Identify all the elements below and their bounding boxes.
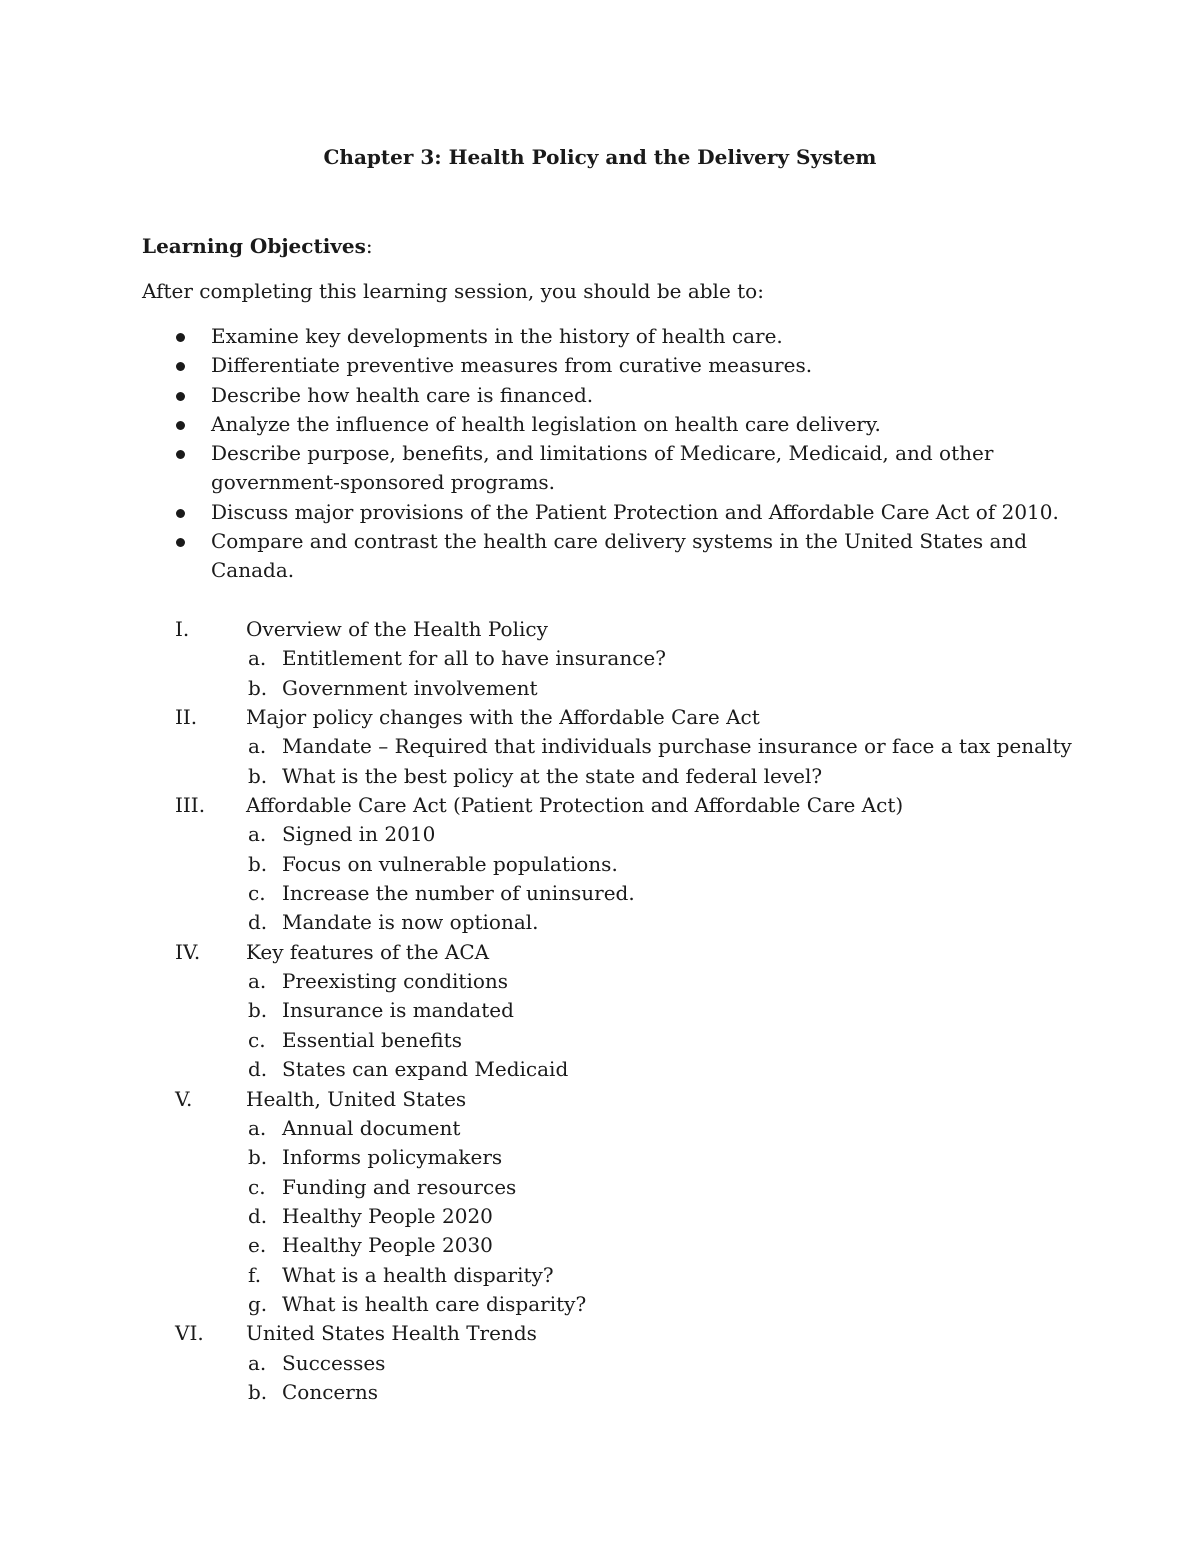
outline-numeral: II. xyxy=(175,705,198,730)
outline-letter: d. xyxy=(248,1203,268,1228)
outline-subitem xyxy=(175,674,1075,703)
outline-subitem-text: Essential benefits xyxy=(282,1027,462,1052)
objective-item xyxy=(142,351,1062,380)
outline-letter: d. xyxy=(248,910,268,935)
outline-letter: b. xyxy=(248,1145,268,1170)
outline-subitem xyxy=(175,1026,1075,1055)
outline-section xyxy=(175,1319,1075,1348)
outline-section xyxy=(175,1085,1075,1114)
outline-subitem-text: Mandate – Required that individuals purchase insurance or face a tax penalty xyxy=(282,734,1072,759)
outline-letter: b. xyxy=(248,998,268,1023)
outline-subitem-text: What is the best policy at the state and federal level? xyxy=(282,763,823,788)
outline-letter: b. xyxy=(248,1379,268,1404)
outline-subitem xyxy=(175,1055,1075,1084)
outline-subitem xyxy=(175,1349,1075,1378)
objective-text: Analyze the influence of health legislation on health care delivery. xyxy=(211,411,881,436)
outline-subitem xyxy=(175,1231,1075,1260)
outline-letter: b. xyxy=(248,675,268,700)
outline-subitem xyxy=(175,1261,1075,1290)
bullet-icon xyxy=(176,421,185,430)
page-title: Chapter 3: Health Policy and the Delivery System xyxy=(323,145,877,169)
outline-subitem xyxy=(175,1290,1075,1319)
outline-numeral: III. xyxy=(175,793,206,818)
outline-subitem xyxy=(175,820,1075,849)
outline-subitem xyxy=(175,1114,1075,1143)
objectives-list xyxy=(142,322,1062,586)
outline-subitem xyxy=(175,762,1075,791)
outline-letter: a. xyxy=(248,1115,267,1140)
outline-section-title: Key features of the ACA xyxy=(246,939,490,964)
objectives-heading-text: Learning Objectives xyxy=(142,234,366,258)
objective-text: Compare and contrast the health care delivery systems in the United States and Canada. xyxy=(211,529,1028,583)
outline-letter: a. xyxy=(248,646,267,671)
objective-item xyxy=(142,439,1062,498)
outline-letter: c. xyxy=(248,881,266,906)
outline-letter: a. xyxy=(248,734,267,759)
outline-section-title: Affordable Care Act (Patient Protection and Affordable Care Act) xyxy=(246,793,904,818)
outline-subitem xyxy=(175,908,1075,937)
outline-section-title: Major policy changes with the Affordable Care Act xyxy=(246,705,760,730)
chapter-outline xyxy=(175,615,1075,1407)
objective-item xyxy=(142,322,1062,351)
objective-item xyxy=(142,527,1062,586)
outline-subitem-text: Entitlement for all to have insurance? xyxy=(282,646,666,671)
bullet-icon xyxy=(176,450,185,459)
outline-numeral: VI. xyxy=(175,1321,204,1346)
objectives-intro: After completing this learning session, you should be able to: xyxy=(142,279,764,303)
outline-letter: e. xyxy=(248,1233,267,1258)
outline-subitem xyxy=(175,1143,1075,1172)
outline-letter: g. xyxy=(248,1291,268,1316)
outline-subitem-text: Increase the number of uninsured. xyxy=(282,881,635,906)
outline-subitem-text: Annual document xyxy=(282,1115,461,1140)
outline-subitem xyxy=(175,879,1075,908)
bullet-icon xyxy=(176,538,185,547)
outline-letter: b. xyxy=(248,763,268,788)
outline-letter: c. xyxy=(248,1174,266,1199)
outline-numeral: IV. xyxy=(175,939,201,964)
outline-letter: f. xyxy=(248,1262,262,1287)
outline-section xyxy=(175,703,1075,732)
outline-section xyxy=(175,791,1075,820)
outline-section-title: Health, United States xyxy=(246,1086,467,1111)
outline-subitem-text: Informs policymakers xyxy=(282,1145,503,1170)
outline-letter: a. xyxy=(248,1350,267,1375)
outline-subitem-text: Signed in 2010 xyxy=(282,822,436,847)
objective-text: Discuss major provisions of the Patient Protection and Affordable Care Act of 2010. xyxy=(211,499,1059,524)
outline-section-title: United States Health Trends xyxy=(246,1321,537,1346)
outline-subitem-text: Concerns xyxy=(282,1379,378,1404)
outline-section xyxy=(175,938,1075,967)
outline-subitem-text: What is health care disparity? xyxy=(282,1291,587,1316)
objectives-heading xyxy=(142,232,373,260)
outline-subitem-text: Insurance is mandated xyxy=(282,998,514,1023)
outline-subitem xyxy=(175,1173,1075,1202)
bullet-icon xyxy=(176,392,185,401)
outline-letter: a. xyxy=(248,822,267,847)
outline-subitem xyxy=(175,1378,1075,1407)
outline-numeral: I. xyxy=(175,617,190,641)
outline-subitem-text: Successes xyxy=(282,1350,386,1375)
bullet-icon xyxy=(176,333,185,342)
outline-subitem xyxy=(175,1202,1075,1231)
outline-section xyxy=(175,615,1075,644)
objective-text: Describe how health care is financed. xyxy=(211,382,594,407)
objective-text: Examine key developments in the history of health care. xyxy=(211,324,783,348)
outline-letter: d. xyxy=(248,1057,268,1082)
outline-letter: a. xyxy=(248,969,267,994)
bullet-icon xyxy=(176,362,185,371)
objective-item xyxy=(142,498,1062,527)
outline-subitem-text: Healthy People 2020 xyxy=(282,1203,493,1228)
objectives-heading-colon: : xyxy=(365,234,373,258)
outline-subitem xyxy=(175,850,1075,879)
outline-subitem-text: Healthy People 2030 xyxy=(282,1233,493,1258)
objective-text: Describe purpose, benefits, and limitations of Medicare, Medicaid, and other government-sponsored programs. xyxy=(211,441,994,495)
outline-subitem xyxy=(175,732,1075,761)
outline-subitem-text: What is a health disparity? xyxy=(282,1262,554,1287)
outline-letter: c. xyxy=(248,1027,266,1052)
outline-letter: b. xyxy=(248,851,268,876)
outline-numeral: V. xyxy=(175,1086,193,1111)
outline-section-title: Overview of the Health Policy xyxy=(246,617,548,641)
outline-subitem-text: Mandate is now optional. xyxy=(282,910,539,935)
outline-subitem-text: Funding and resources xyxy=(282,1174,517,1199)
outline-subitem xyxy=(175,967,1075,996)
outline-subitem-text: Preexisting conditions xyxy=(282,969,509,994)
bullet-icon xyxy=(176,509,185,518)
objective-text: Differentiate preventive measures from curative measures. xyxy=(211,353,813,378)
objective-item xyxy=(142,410,1062,439)
outline-subitem-text: Government involvement xyxy=(282,675,538,700)
outline-subitem xyxy=(175,644,1075,673)
objective-item xyxy=(142,381,1062,410)
outline-subitem-text: States can expand Medicaid xyxy=(282,1057,569,1082)
outline-subitem xyxy=(175,996,1075,1025)
outline-subitem-text: Focus on vulnerable populations. xyxy=(282,851,618,876)
